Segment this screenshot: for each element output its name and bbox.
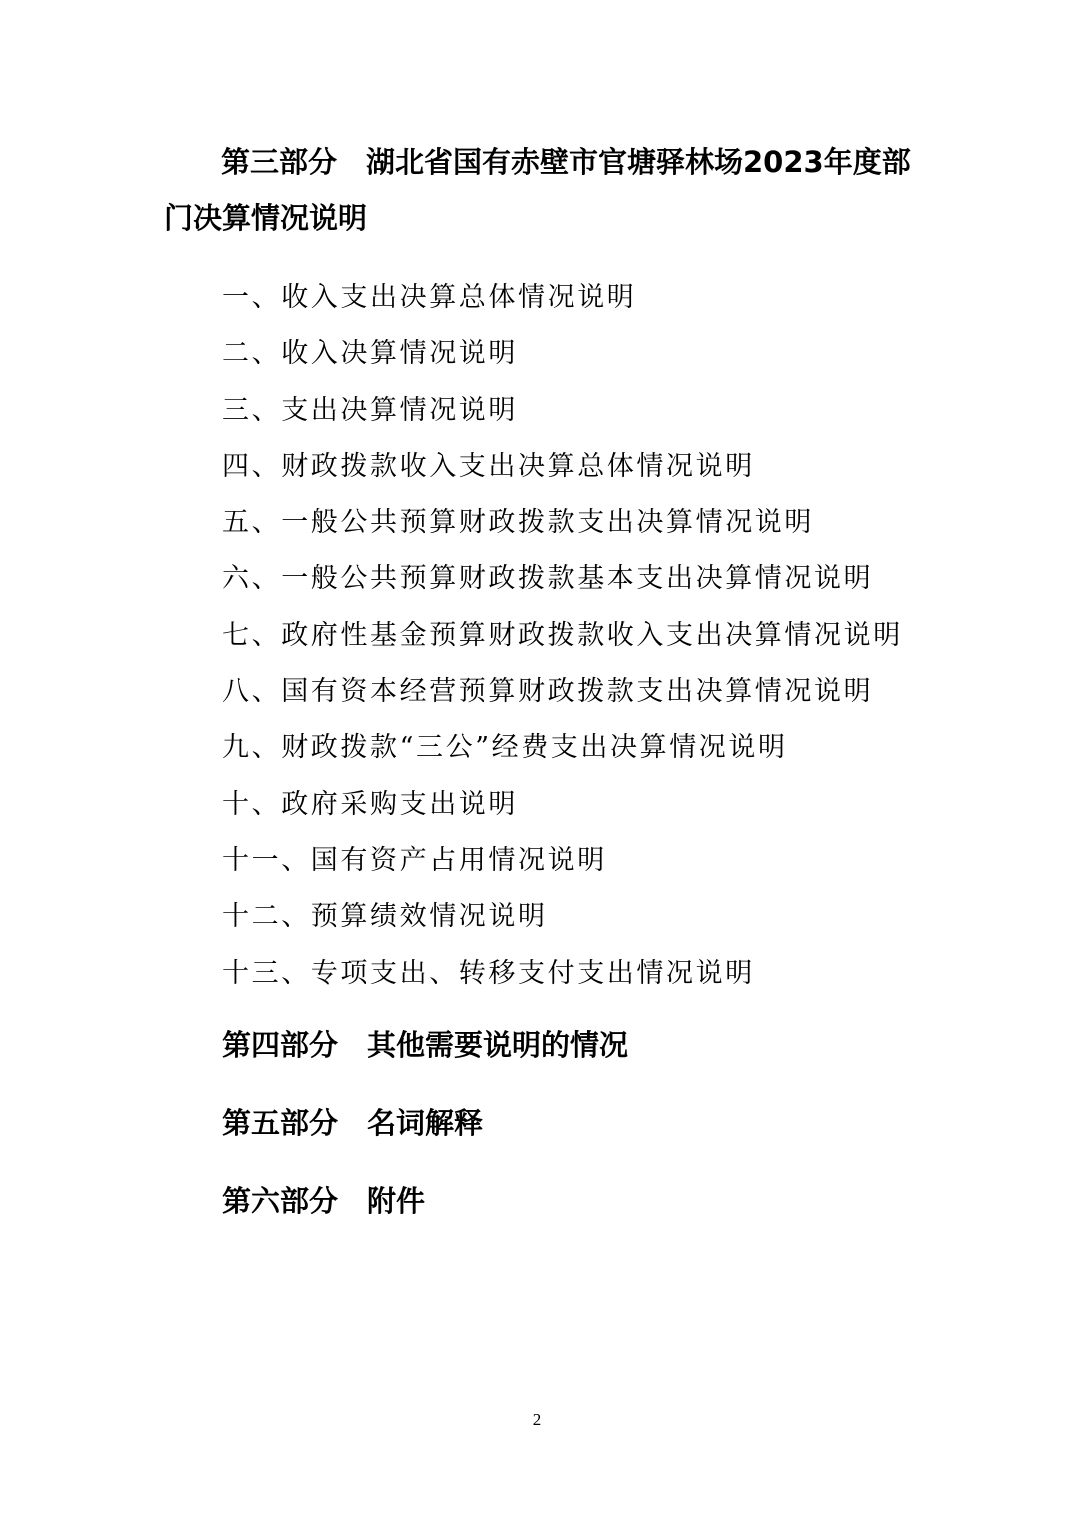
part6-heading: 第六部分 附件 — [222, 1184, 426, 1218]
toc-item: 十一、国有资产占用情况说明 — [222, 844, 607, 876]
toc-item: 一、收入支出决算总体情况说明 — [222, 282, 637, 313]
part5-heading: 第五部分 名词解释 — [222, 1106, 484, 1140]
toc-item: 二、收入决算情况说明 — [222, 338, 518, 370]
toc-item: 四、财政拨款收入支出决算总体情况说明 — [222, 450, 755, 482]
toc-item: 五、一般公共预算财政拨款支出决算情况说明 — [222, 507, 814, 539]
part3-heading: 第三部分 湖北省国有赤壁市官塘驿林场2023年度部门决算情况说明 — [164, 145, 911, 235]
toc-item: 十、政府采购支出说明 — [222, 788, 518, 820]
toc-item: 十二、预算绩效情况说明 — [222, 901, 548, 933]
part4-heading: 第四部分 其他需要说明的情况 — [222, 1028, 629, 1062]
toc-item: 八、国有资本经营预算财政拨款支出决算情况说明 — [222, 676, 874, 708]
toc-item: 六、一般公共预算财政拨款基本支出决算情况说明 — [222, 563, 874, 595]
toc-item: 七、政府性基金预算财政拨款收入支出决算情况说明 — [222, 619, 903, 651]
toc-item: 九、财政拨款“三公”经费支出决算情况说明 — [222, 732, 788, 764]
toc-item: 三、支出决算情况说明 — [222, 394, 518, 426]
page-number: 2 — [532, 1410, 542, 1429]
toc-item: 十三、专项支出、转移支付支出情况说明 — [222, 957, 755, 989]
part3-toc-list — [222, 270, 903, 1002]
